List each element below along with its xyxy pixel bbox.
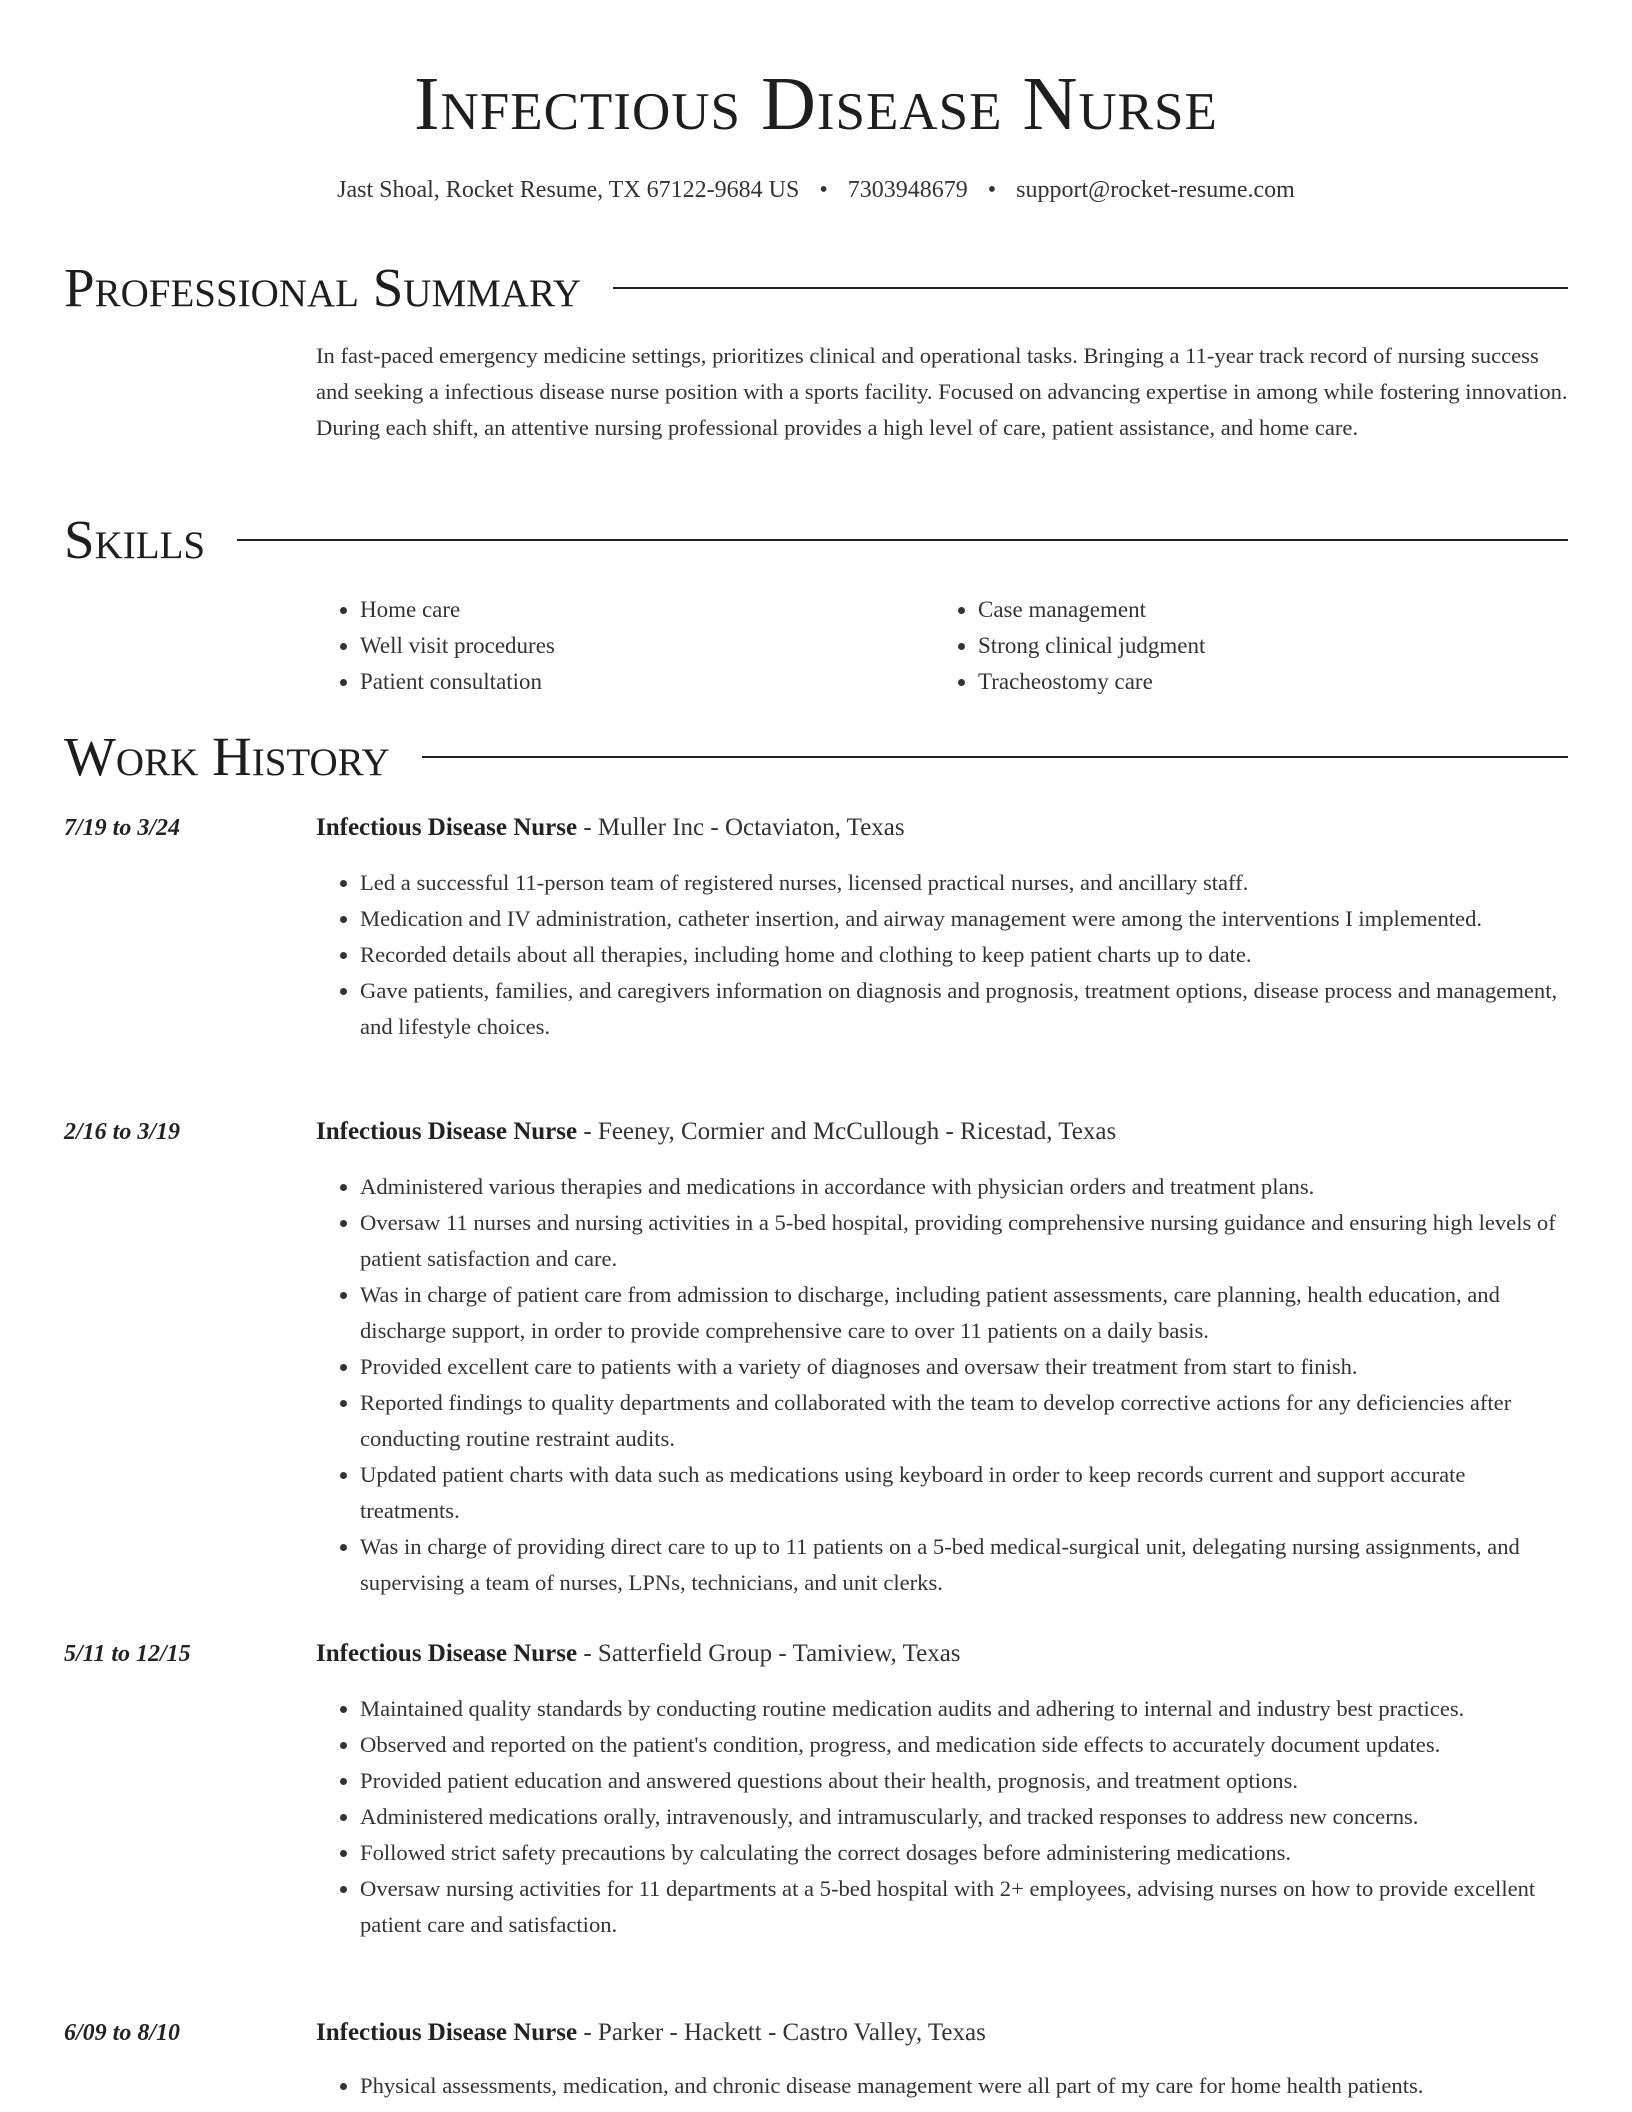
skills-column-2 — [934, 592, 1205, 700]
job-bullet: • Recorded details about all therapies, including home and clothing to keep patient charts up to date. — [360, 937, 1570, 973]
job-bullet: • Provided patient education and answered questions about their health, prognosis, and treatment options. — [360, 1763, 1570, 1799]
job-bullet: • Updated patient charts with data such as medications using keyboard in order to keep records current and support accurate treatments. — [360, 1457, 1570, 1529]
job-bullet: • Was in charge of patient care from admission to discharge, including patient assessments, care planning, health education, and discharge support, in order to provide comprehensive care to over 11 patients on a daily basis. — [360, 1277, 1570, 1349]
work-heading-row — [64, 727, 1568, 787]
skills-heading: Skills — [64, 509, 206, 570]
skill-item: • Case management — [978, 592, 1205, 628]
job-title-line — [316, 1114, 1570, 1150]
job-dates: 2/16 to 3/19 — [64, 1119, 181, 1145]
skills-list — [316, 592, 1570, 700]
job-title: Infectious Disease Nurse — [316, 1118, 578, 1145]
email-address: support@rocket-resume.com — [1016, 177, 1295, 203]
contact-separator: • — [819, 177, 828, 203]
skill-item: • Strong clinical judgment — [978, 628, 1205, 664]
job-title-line — [316, 1636, 1570, 1672]
job-employer: - Parker - Hackett - Castro Valley, Texas — [577, 2019, 986, 2046]
job-title-line — [316, 2015, 1570, 2051]
skill-item: • Home care — [360, 592, 934, 628]
job-employer: - Muller Inc - Octaviaton, Texas — [577, 814, 905, 841]
skill-item: • Well visit procedures — [360, 628, 934, 664]
job-bullet: • Administered medications orally, intravenously, and intramuscularly, and tracked responses to address new concerns. — [360, 1799, 1570, 1835]
address: Jast Shoal, Rocket Resume, TX 67122-9684 US — [337, 177, 800, 203]
work-heading: Work History — [64, 726, 390, 787]
job-bullet: • Oversaw nursing activities for 11 departments at a 5-bed hospital with 2+ employees, advising nurses on how to provide excellent patient care and satisfaction. — [360, 1871, 1570, 1943]
summary-heading: Professional Summary — [64, 257, 582, 318]
contact-separator: • — [987, 177, 997, 203]
summary-text: In fast-paced emergency medicine settings, prioritizes clinical and operational tasks. Bringing a 11-year track record of nursing success and seeking a infectious disease nurse position with a sports facility. Focused on advancing expertise in among while fostering innovation. During each shift, an attentive nursing professional provides a high level of care, patient assistance, and home care. — [316, 343, 1568, 440]
summary-heading-row — [64, 258, 1568, 318]
job-employer: - Feeney, Cormier and McCullough - Ricestad, Texas — [577, 1118, 1117, 1145]
job-title: Infectious Disease Nurse — [316, 1640, 578, 1667]
job-title: Infectious Disease Nurse — [316, 814, 578, 841]
job-bullet: • Provided excellent care to patients with a variety of diagnoses and oversaw their treatment from start to finish. — [360, 1349, 1570, 1385]
job-bullet: • Led a successful 11-person team of registered nurses, licensed practical nurses, and ancillary staff. — [360, 865, 1570, 901]
candidate-name: Infectious Disease Nurse — [414, 62, 1218, 146]
job-dates: 5/11 to 12/15 — [64, 1641, 191, 1667]
skills-heading-row — [64, 510, 1568, 570]
job-bullet: • Administered various therapies and medications in accordance with physician orders and treatment plans. — [360, 1169, 1570, 1205]
section-divider — [422, 756, 1568, 758]
job-employer: - Satterfield Group - Tamiview, Texas — [577, 1640, 961, 1667]
skill-item: • Patient consultation — [360, 664, 934, 700]
skill-item: • Tracheostomy care — [978, 664, 1205, 700]
section-divider — [237, 539, 1568, 541]
job-title-line — [316, 810, 1570, 846]
job-bullet: • Medication and IV administration, catheter insertion, and airway management were among the interventions I implemented. — [360, 901, 1570, 937]
skills-column-1 — [316, 592, 934, 700]
job-bullets — [316, 1169, 1570, 1601]
job-bullet: • Gave patients, families, and caregivers information on diagnosis and prognosis, treatment options, disease process and management, and lifestyle choices. — [360, 973, 1570, 1045]
job-bullet: • Physical assessments, medication, and chronic disease management were all part of my care for home health patients. — [360, 2068, 1570, 2104]
section-divider — [613, 287, 1568, 289]
job-bullet: • Was in charge of providing direct care to up to 11 patients on a 5-bed medical-surgical unit, delegating nursing assignments, and supervising a team of nurses, LPNs, technicians, and unit clerks. — [360, 1529, 1570, 1601]
job-bullet: • Oversaw 11 nurses and nursing activities in a 5-bed hospital, providing comprehensive nursing guidance and ensuring high levels of patient satisfaction and care. — [360, 1205, 1570, 1277]
job-bullets — [316, 1691, 1570, 1943]
job-bullet: • Maintained quality standards by conducting routine medication audits and adhering to internal and industry best practices. — [360, 1691, 1570, 1727]
job-dates: 6/09 to 8/10 — [64, 2020, 181, 2046]
job-bullet: • Reported findings to quality departments and collaborated with the team to develop corrective actions for any deficiencies after conducting routine restraint audits. — [360, 1385, 1570, 1457]
phone-number: 7303948679 — [847, 177, 968, 203]
job-bullets — [316, 865, 1570, 1045]
job-bullet: • Followed strict safety precautions by calculating the correct dosages before administering medications. — [360, 1835, 1570, 1871]
job-title: Infectious Disease Nurse — [316, 2019, 578, 2046]
job-dates: 7/19 to 3/24 — [64, 815, 181, 841]
contact-line — [0, 174, 1632, 206]
job-bullets — [316, 2068, 1570, 2104]
job-bullet: • Observed and reported on the patient's condition, progress, and medication side effects to accurately document updates. — [360, 1727, 1570, 1763]
